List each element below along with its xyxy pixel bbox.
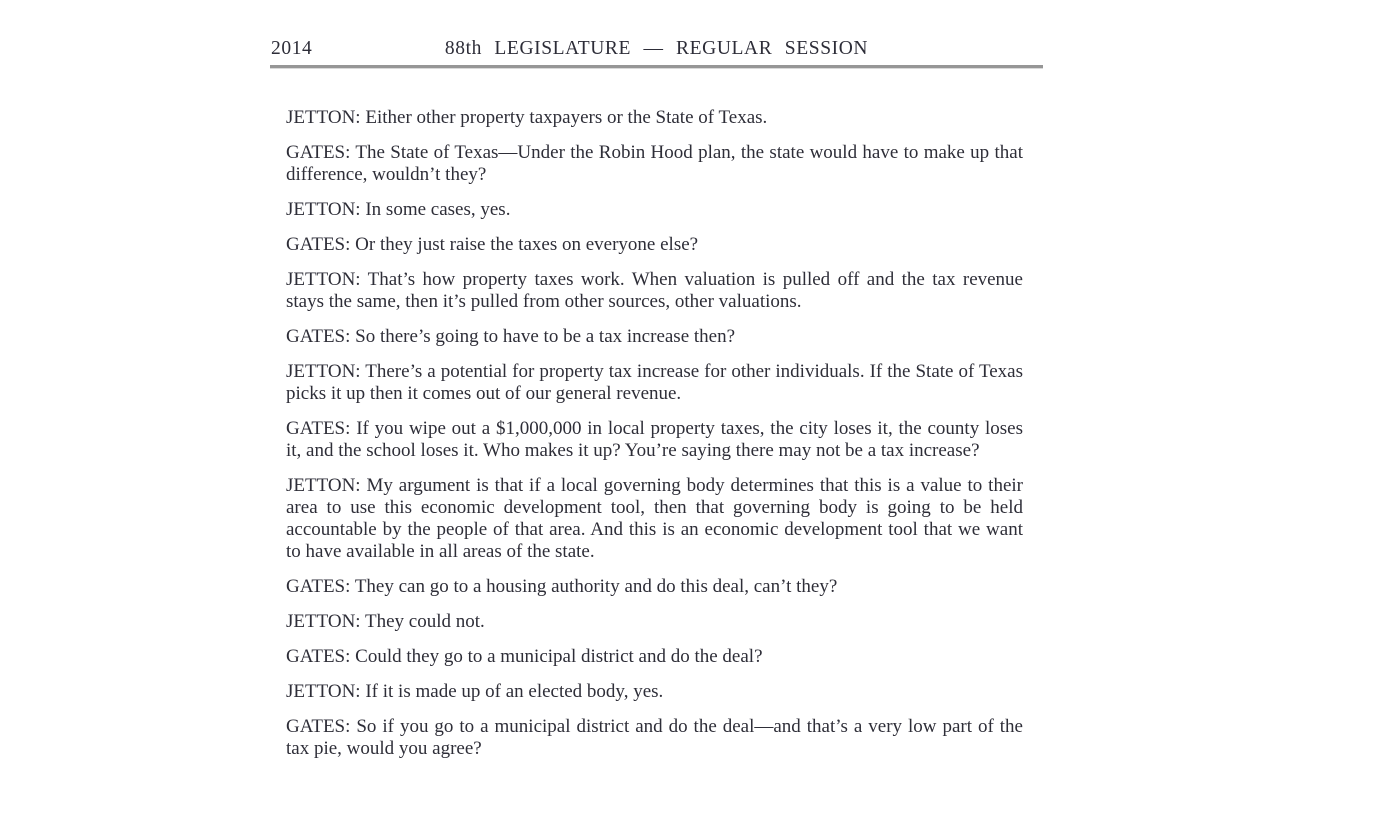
header-rule (270, 65, 1043, 69)
page-content (270, 0, 1043, 760)
dialogue-paragraph: JETTON: There’s a potential for property tax increase for other individuals. If the State of Texas picks it up then it comes out of our general revenue. (286, 361, 1023, 404)
dialogue-paragraph: JETTON: My argument is that if a local governing body determines that this is a value to their area to use this economic development tool, then that governing body is going to be held accountable by the people of that area. And this is an economic development tool that we want to have available in all areas of the state. (286, 475, 1023, 562)
speaker-name: JETTON: (286, 681, 366, 702)
speaker-name: GATES: (286, 418, 357, 439)
dialogue-paragraph: GATES: Could they go to a municipal district and do the deal? (286, 646, 763, 667)
speaker-name: GATES: (286, 576, 355, 597)
speaker-name: JETTON: (286, 107, 366, 128)
dialogue-paragraph: JETTON: In some cases, yes. (286, 199, 511, 220)
dialogue-paragraph: GATES: Or they just raise the taxes on everyone else? (286, 234, 699, 255)
speaker-name: GATES: (286, 716, 357, 737)
speaker-name: GATES: (286, 142, 356, 163)
dialogue-paragraph: GATES: They can go to a housing authority and do this deal, can’t they? (286, 576, 838, 597)
speaker-name: GATES: (286, 646, 356, 667)
dialogue-paragraph: GATES: If you wipe out a $1,000,000 in local property taxes, the city loses it, the county loses it, and the school loses it. Who makes it up? You’re saying there may not be a tax increase? (286, 418, 1024, 461)
dialogue-paragraph: GATES: The State of Texas—Under the Robin Hood plan, the state would have to make up that difference, wouldn’t they? (286, 142, 1023, 185)
speaker-name: JETTON: (286, 475, 367, 496)
dialogue-body (286, 107, 1023, 760)
dialogue-paragraph: JETTON: If it is made up of an elected body, yes. (286, 681, 664, 702)
dialogue-paragraph: JETTON: Either other property taxpayers or the State of Texas. (286, 107, 768, 128)
page-header (270, 38, 1043, 62)
speaker-name: GATES: (286, 326, 356, 347)
dialogue-paragraph: GATES: So if you go to a municipal district and do the deal—and that’s a very low part of the tax pie, would you agree? (286, 716, 1023, 759)
speaker-name: JETTON: (286, 361, 366, 382)
dialogue-paragraph: GATES: So there’s going to have to be a tax increase then? (286, 326, 736, 347)
speaker-name: JETTON: (286, 611, 365, 632)
running-title: 88th LEGISLATURE — REGULAR SESSION (444, 38, 869, 59)
dialogue-paragraph: JETTON: They could not. (286, 611, 485, 632)
speaker-name: JETTON: (286, 199, 366, 220)
dialogue-paragraph: JETTON: That’s how property taxes work. When valuation is pulled off and the tax revenue stays the same, then it’s pulled from other sources, other valuations. (286, 269, 1023, 312)
speaker-name: GATES: (286, 234, 356, 255)
speaker-name: JETTON: (286, 269, 368, 290)
page-number: 2014 (271, 38, 313, 59)
